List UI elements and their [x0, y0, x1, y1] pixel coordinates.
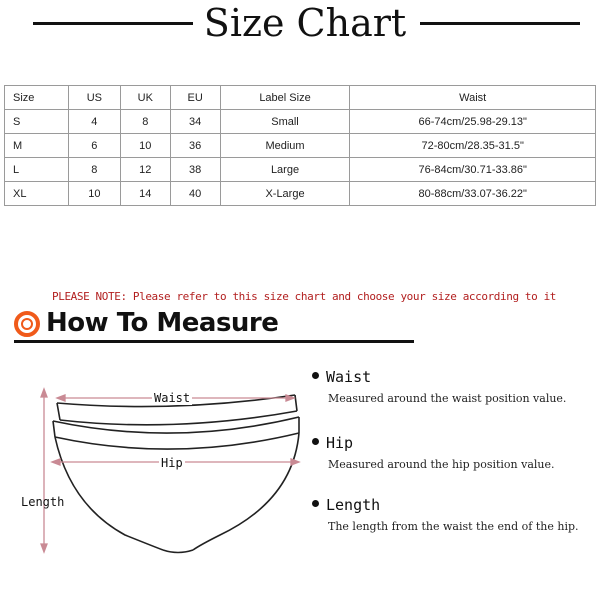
- cell-waist: 66-74cm/25.98-29.13": [350, 110, 596, 134]
- cell-us: 10: [68, 182, 120, 206]
- how-to-measure-heading: [14, 306, 414, 346]
- table-row: [5, 110, 596, 134]
- cell-uk: 12: [120, 158, 170, 182]
- cell-size: XL: [5, 182, 69, 206]
- measure-desc: Measured around the hip position value.: [328, 458, 555, 471]
- cell-size: M: [5, 134, 69, 158]
- cell-label-size: Small: [220, 110, 350, 134]
- cell-waist: 76-84cm/30.71-33.86": [350, 158, 596, 182]
- size-note: PLEASE NOTE: Please refer to this size chart and choose your size according to it: [52, 290, 557, 303]
- cell-us: 4: [68, 110, 120, 134]
- title-rule-left: [33, 22, 193, 25]
- header-eu: EU: [170, 86, 220, 110]
- bullet-icon: [312, 438, 319, 445]
- cell-uk: 8: [120, 110, 170, 134]
- cell-eu: 34: [170, 110, 220, 134]
- cell-label-size: Medium: [220, 134, 350, 158]
- table-row: [5, 182, 596, 206]
- cell-label-size: X-Large: [220, 182, 350, 206]
- size-table: [4, 85, 596, 206]
- cell-eu: 40: [170, 182, 220, 206]
- title-section: [0, 0, 600, 50]
- table-header-row: [5, 86, 596, 110]
- table-row: [5, 158, 596, 182]
- measure-diagram: [15, 365, 305, 580]
- cell-eu: 36: [170, 134, 220, 158]
- measure-desc: Measured around the waist position value.: [328, 392, 567, 405]
- measure-name: Hip: [326, 434, 354, 452]
- cell-waist: 80-88cm/33.07-36.22": [350, 182, 596, 206]
- cell-eu: 38: [170, 158, 220, 182]
- measure-desc: The length from the waist the end of the hip.: [328, 520, 579, 533]
- cell-waist: 72-80cm/28.35-31.5": [350, 134, 596, 158]
- cell-size: S: [5, 110, 69, 134]
- header-us: US: [68, 86, 120, 110]
- cell-uk: 10: [120, 134, 170, 158]
- cell-us: 6: [68, 134, 120, 158]
- bullet-icon: [312, 500, 319, 507]
- measure-name: Length: [326, 496, 381, 514]
- heading-underline: [14, 340, 414, 343]
- cell-uk: 14: [120, 182, 170, 206]
- bullet-icon: [312, 372, 319, 379]
- header-uk: UK: [120, 86, 170, 110]
- waist-label: Waist: [154, 391, 191, 405]
- length-label: Length: [21, 495, 65, 509]
- measure-item-hip: [312, 434, 555, 471]
- table-row: [5, 134, 596, 158]
- page-title: Size Chart: [203, 1, 407, 45]
- cell-us: 8: [68, 158, 120, 182]
- how-to-measure-title: How To Measure: [46, 308, 279, 338]
- cell-label-size: Large: [220, 158, 350, 182]
- title-rule-right: [420, 22, 580, 25]
- hip-label: Hip: [161, 456, 183, 470]
- header-waist: Waist: [350, 86, 596, 110]
- header-size: Size: [5, 86, 69, 110]
- orange-ring-icon: [14, 311, 40, 337]
- header-label-size: Label Size: [220, 86, 350, 110]
- measure-item-length: [312, 496, 579, 533]
- cell-size: L: [5, 158, 69, 182]
- measure-name: Waist: [326, 368, 372, 386]
- measure-item-waist: [312, 368, 566, 405]
